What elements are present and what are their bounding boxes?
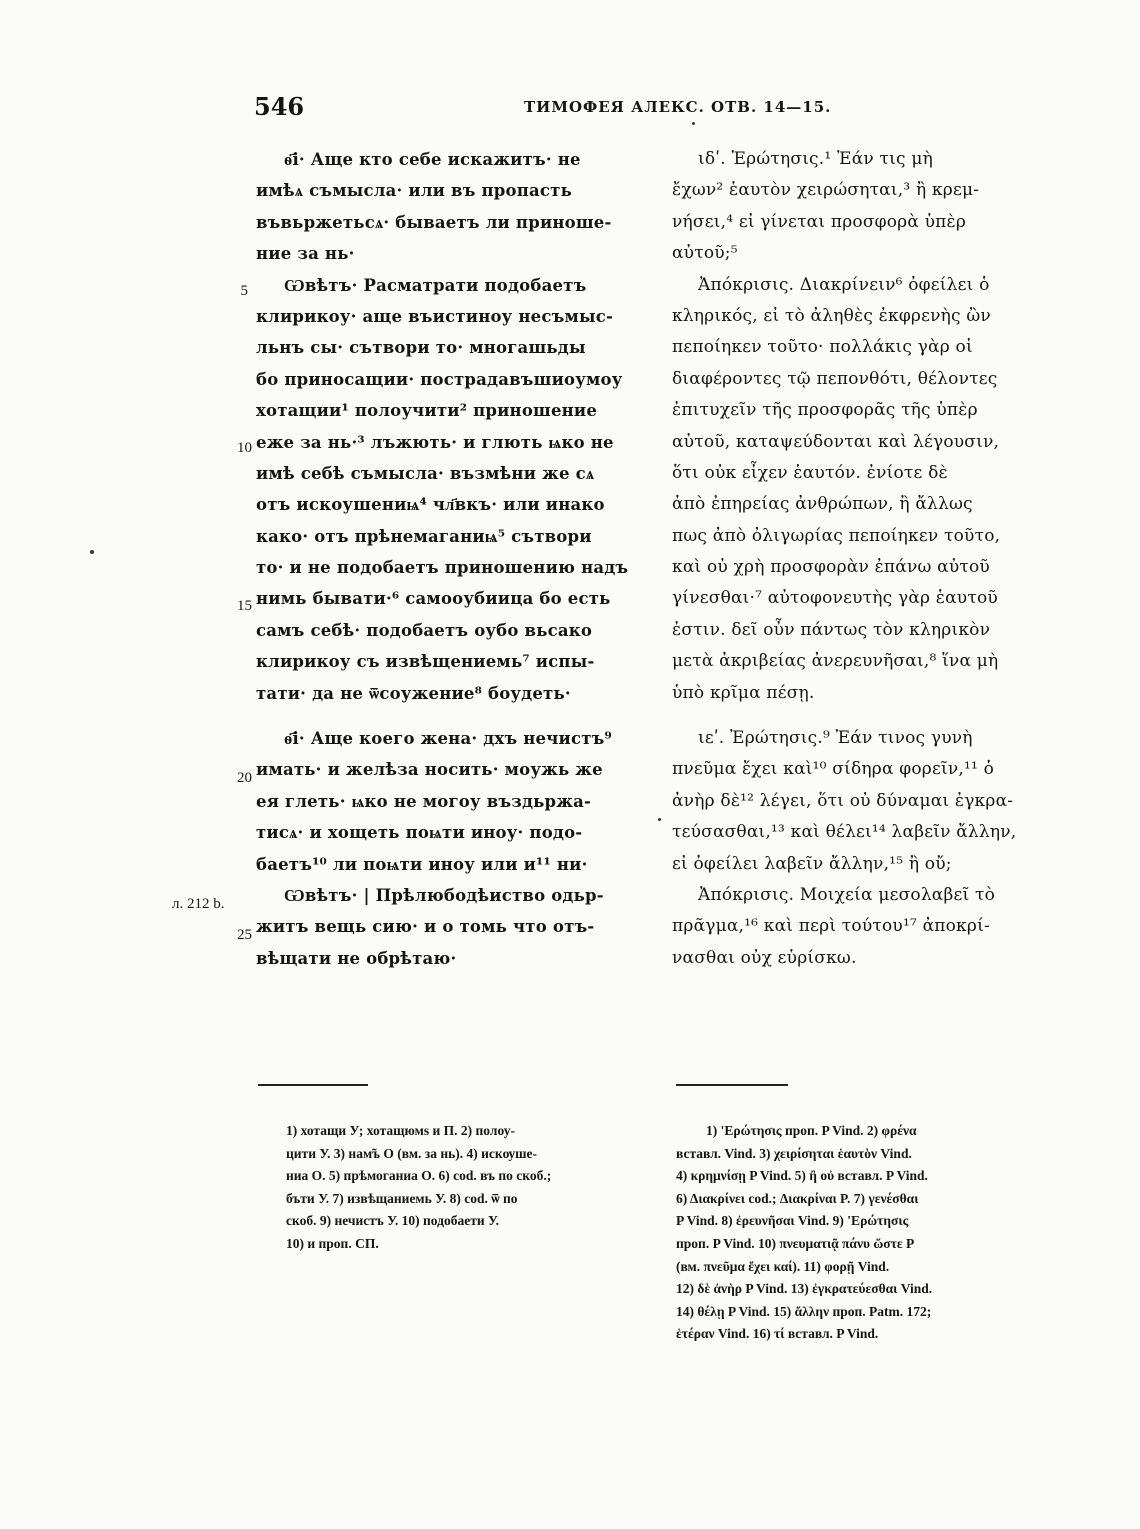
slavonic-line: бо приносащии· пострадавъшиоумоу <box>256 369 623 389</box>
page-number: 546 <box>254 92 305 121</box>
slavonic-column <box>256 144 656 974</box>
slavonic-line: имѣѧ съмысла· или въ пропасть <box>256 181 572 201</box>
greek-line: ὅτι οὐκ εἶχεν ἑαυτόν. ἐνίοτε δὲ <box>672 462 948 483</box>
greek-line: ἐστιν. δεῖ οὖν πάντως τὸν κληρικὸν <box>672 619 991 640</box>
greek-line: πως ἀπὸ ὀλιγωρίας πεποίηκεν τοῦτο, <box>672 525 1001 546</box>
footnote-line: (вм. πνεῦμα ἔχει καί). 11) φορῇ Vind. <box>676 1258 890 1274</box>
slavonic-line: ея глеть· ѩко не могоу въздьржа- <box>256 791 592 811</box>
footnote-line: ниа О. 5) прѣмоганиа О. 6) cod. въ по скоб.; <box>286 1168 552 1184</box>
slavonic-line: то· и не подобаетъ приношению надъ <box>256 558 629 578</box>
footnote-rule-right <box>676 1084 788 1086</box>
footnote-line: 1) 'Ερώτησις проп. P Vind. 2) φρένα <box>706 1123 917 1138</box>
greek-line: νασθαι οὐχ εὑρίσκω. <box>672 947 857 968</box>
greek-line: αὐτοῦ;⁵ <box>672 243 738 264</box>
footnote-line: вставл. Vind. 3) χειρίσηται ἑαυτὸν Vind. <box>676 1145 912 1161</box>
slavonic-line: нимь бывати·⁶ самооубиица бо есть <box>256 589 611 609</box>
slavonic-line: ѳ҃і· Аще коего жена· дхъ нечистъ⁹ <box>284 729 612 749</box>
greek-line: ἔχων² ἑαυτὸν χειρώσηται,³ ἢ κρεμ- <box>672 180 980 201</box>
footnote-line: скоб. 9) нечистъ У. 10) подобаети У. <box>286 1213 500 1229</box>
greek-line: πρᾶγμα,¹⁶ καὶ περὶ τούτου¹⁷ ἀποκρί- <box>672 916 990 937</box>
slavonic-line: клирикоу съ извѣщениемь⁷ испы- <box>256 652 595 672</box>
greek-column <box>672 144 1072 974</box>
slavonic-line: вѣщати не обрѣтаю· <box>256 948 457 968</box>
greek-line: ιεʹ. Ἐρώτησις.⁹ Ἐάν τινος γυνὴ <box>698 728 973 749</box>
greek-line: ὑπὸ κρῖμα πέσῃ. <box>672 682 815 703</box>
slavonic-line: тисѧ· и хощеть поѩти иноу· подо- <box>256 823 583 843</box>
greek-line: ιδʹ. Ἐρώτησις.¹ Ἐάν τις μὴ <box>698 149 933 169</box>
greek-line: διαφέροντες τῷ πεπονθότι, θέλοντες <box>672 368 998 389</box>
slavonic-line: въвьржетьсѧ· бываетъ ли приноше- <box>256 212 612 232</box>
greek-line: πεποίηκεν τοῦτο· πολλάκις γὰρ οἱ <box>672 337 973 358</box>
slavonic-line: Ѡвѣтъ· | Прѣлюбодѣиство одьр- <box>284 885 604 905</box>
greek-line: ἀνὴρ δὲ¹² λέγει, ὅτι οὐ δύναμαι ἐγκρα- <box>672 790 1014 811</box>
footnote-line: 10) и проп. СП. <box>286 1235 379 1251</box>
line-number-15: 15 <box>237 598 252 614</box>
slavonic-line: имать· и желѣза носить· моужь же <box>256 760 603 780</box>
slavonic-line: льнъ сы· сътвори то· многашьды <box>256 338 586 358</box>
slavonic-line: клирикоу· аще въистиноу несъмыс- <box>256 306 614 326</box>
scan-speck <box>692 122 695 125</box>
footnote-line: 12) δὲ ἀνὴρ P Vind. 13) ἐγκρατεύεσθαι Vind. <box>676 1281 933 1297</box>
footnote-line: ἑτέραν Vind. 16) τί вставл. P Vind. <box>676 1326 879 1342</box>
slavonic-line: отъ искоушениѩ⁴ чл҃вкъ· или инако <box>256 495 605 515</box>
greek-line: νήσει,⁴ εἰ γίνεται προσφορὰ ὑπὲρ <box>672 211 967 232</box>
slavonic-line: ние за нь· <box>256 244 355 264</box>
line-number-5: 5 <box>240 283 248 299</box>
greek-line: ἀπὸ ἐπηρείας ἀνθρώπων, ἢ ἄλλως <box>672 494 973 515</box>
footnote-rule-left <box>258 1084 368 1086</box>
greek-line: κληρικός, εἰ τὸ ἀληθὲς ἐκφρενὴς ὢν <box>672 305 991 326</box>
slavonic-line: тати· да не ѿсоужение⁸ боудеть· <box>256 683 571 703</box>
running-header <box>0 92 1140 122</box>
slavonic-line: имѣ себѣ съмысла· възмѣни же сѧ <box>256 463 595 483</box>
greek-line: μετὰ ἀκριβείας ἀνερευνῆσαι,⁸ ἵνα μὴ <box>672 651 999 672</box>
greek-line: αὐτοῦ, καταψεύδονται καὶ λέγουσιν, <box>672 431 1000 452</box>
greek-line: ἐπιτυχεῖν τῆς προσφορᾶς τῆς ὑπὲρ <box>672 400 978 421</box>
slavonic-line: хотащии¹ полоучити² приношение <box>256 401 598 421</box>
greek-line: Ἀπόκρισις. Μοιχεία μεσολαβεῖ τὸ <box>698 884 996 905</box>
footnote-line: 4) κρημνίσῃ P Vind. 5) ἢ οὐ вставл. P Vind. <box>676 1168 928 1184</box>
running-title: ТИМОФЕЯ АЛЕКС. ОТВ. 14—15. <box>524 98 832 116</box>
greek-line: γίνεσθαι·⁷ αὐτοφονευτὴς γὰρ ἑαυτοῦ <box>672 588 998 609</box>
footnote-line: P Vind. 8) ἐρευνῆσαι Vind. 9) 'Ερώτησις <box>676 1213 909 1229</box>
slavonic-line: баетъ¹⁰ ли поѩти иноу или и¹¹ ни· <box>256 854 588 874</box>
line-number-10: 10 <box>237 440 252 456</box>
greek-line: τεύσασθαι,¹³ καὶ θέλει¹⁴ λαβεῖν ἄλλην, <box>672 822 1017 843</box>
greek-line: πνεῦμα ἔχει καὶ¹⁰ σίδηρα φορεῖν,¹¹ ὁ <box>672 759 995 780</box>
footnote-line: 14) θέλῃ P Vind. 15) ἄλλην проп. Patm. 172; <box>676 1303 932 1319</box>
greek-line: καὶ οὐ χρὴ προσφορὰν ἐπάνω αὐτοῦ <box>672 557 990 578</box>
slavonic-line: како· отъ прѣнемаганиѩ⁵ сътвори <box>256 526 592 546</box>
slavonic-line: ѳ҃і· Аще кто себе искажитъ· не <box>284 150 581 169</box>
scan-speck <box>658 818 661 821</box>
footnote-line: проп. P Vind. 10) πνευματιᾷ πάνυ ὥστε P <box>676 1235 915 1251</box>
scan-speck <box>90 550 94 554</box>
footnote-line: бъти У. 7) извѣщаниемь У. 8) cod. ѿ по <box>286 1190 518 1206</box>
greek-line: εἰ ὀφείλει λαβεῖν ἄλλην,¹⁵ ἢ οὔ; <box>672 853 952 874</box>
greek-line: Ἀπόκρισις. Διακρίνειν⁶ ὀφείλει ὁ <box>698 274 990 295</box>
margin-folio-note: л. 212 b. <box>172 896 225 912</box>
line-number-20: 20 <box>237 770 252 786</box>
slavonic-line: еже за нь·³ лъжють· и глють ѩко не <box>256 432 614 452</box>
footnote-line: 1) хотащи У; хотащюмѕ и П. 2) полоу- <box>286 1123 515 1138</box>
footnote-line: 6) Διακρίνει cod.; Διακρίναι P. 7) γενέσθαι <box>676 1190 919 1206</box>
slavonic-line: житъ вещь сию· и о томь что отъ- <box>256 917 595 937</box>
footnote-line: цити У. 3) нам̃ъ О (вм. за нь). 4) искѹше- <box>286 1145 537 1161</box>
footnotes-greek <box>676 1120 1076 1346</box>
slavonic-line: Ѡвѣтъ· Расматрати подобаетъ <box>284 275 587 295</box>
slavonic-line: самъ себѣ· подобаетъ оубо вьсако <box>256 620 593 640</box>
footnotes-slavonic <box>286 1120 654 1256</box>
line-number-25: 25 <box>237 927 252 943</box>
